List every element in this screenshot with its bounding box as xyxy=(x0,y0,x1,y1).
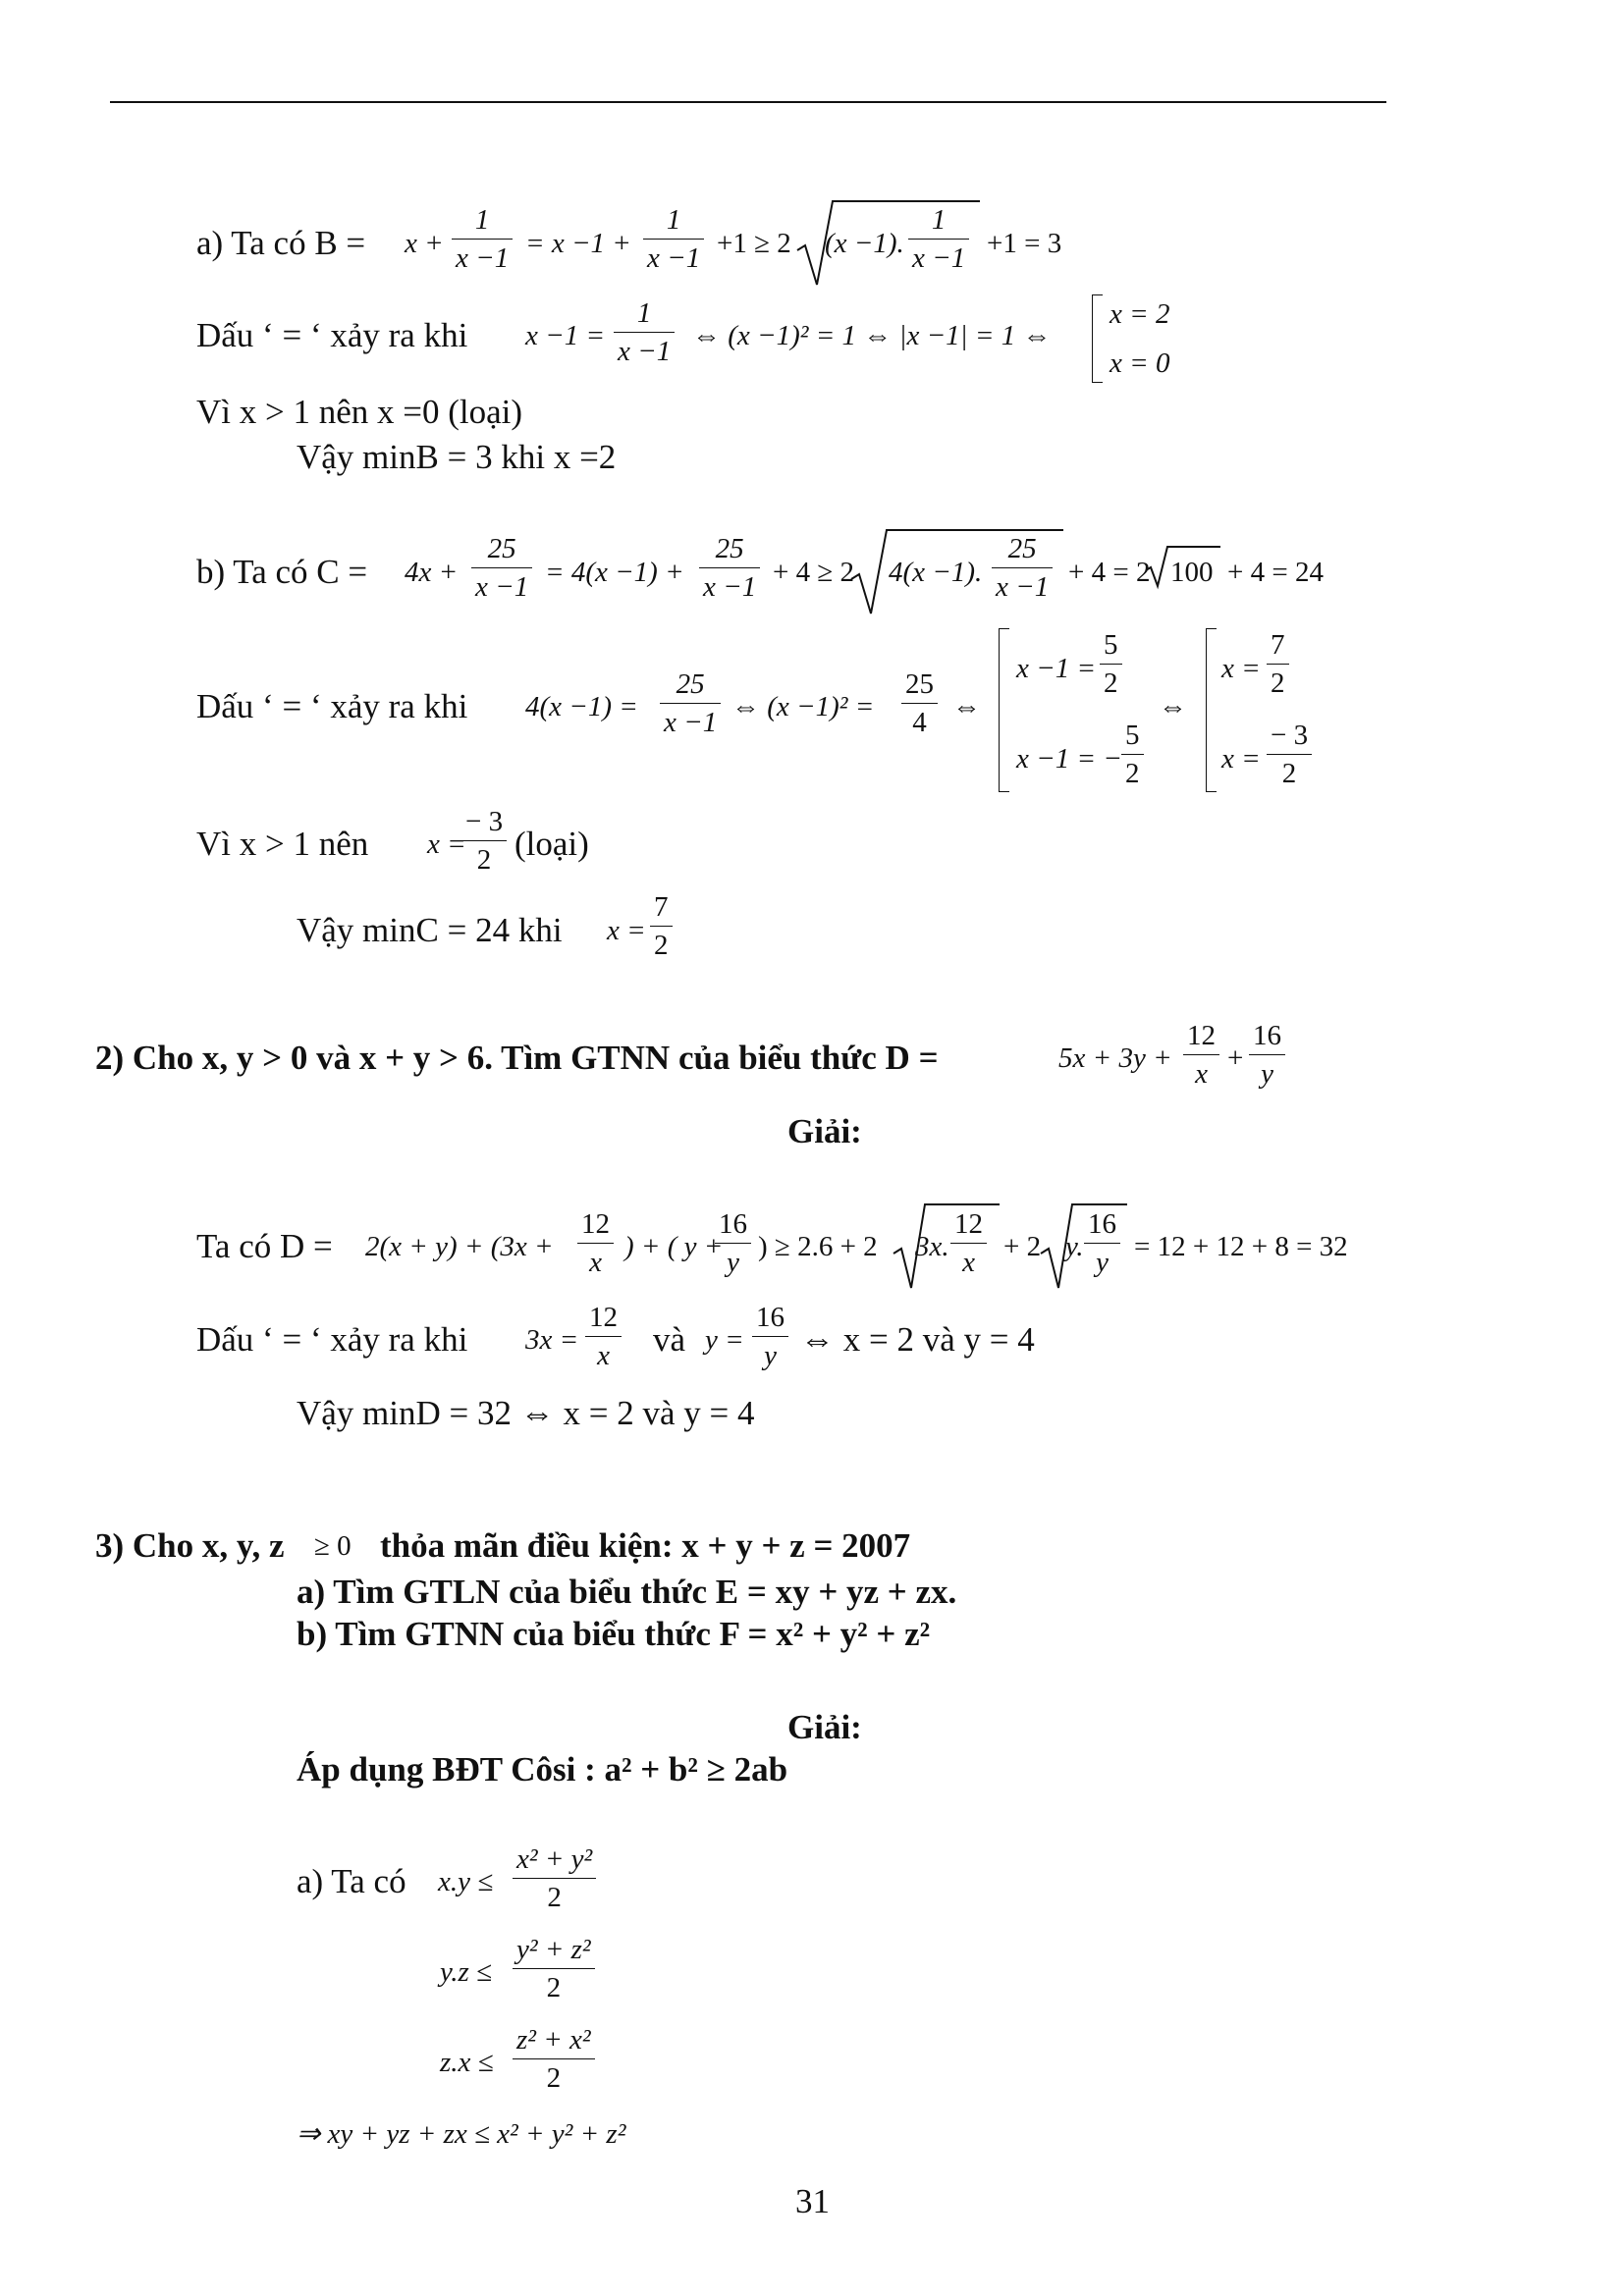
p3-solution-heading: Giải: xyxy=(787,1708,862,1746)
p2-eq-result: ⇔ x = 2 và y = 4 xyxy=(800,1320,1035,1359)
c-conclusion-x: x = xyxy=(607,915,646,946)
p2-statement: 2) Cho x, y > 0 và x + y > 6. Tìm GTNN của biểu thức D = xyxy=(95,1039,939,1077)
c-eq2-mid: ⇔ (x −1)² = xyxy=(731,691,875,722)
c-case2-left: x −1 = − xyxy=(1016,743,1122,774)
p2-conclusion: Vậy minD = 32 ⇔ x = 2 và y = 4 xyxy=(297,1394,755,1432)
p2-plus: + xyxy=(1227,1042,1244,1074)
c-conclusion-frac: $\frac{7}{2}$ xyxy=(650,890,673,962)
b-frac-1: $\frac{1}{x -1}$ xyxy=(452,203,513,275)
p3-ineq3-left: z.x ≤ xyxy=(440,2047,494,2078)
b-eq-plus1: +1 ≥ 2 xyxy=(717,228,791,259)
p2-line1-frac-1: $\frac{12}{x}$ xyxy=(577,1207,614,1279)
b-eq2-left: x −1 = xyxy=(525,320,606,351)
b-conclusion: Vậy minB = 3 khi x =2 xyxy=(297,438,617,476)
b-eq-mid: = x −1 + xyxy=(525,228,631,259)
c-reject-suffix: (loại) xyxy=(514,825,589,863)
p3-statement-b: thỏa mãn điều kiện: x + y + z = 2007 xyxy=(380,1526,911,1565)
c-case3-frac: $\frac{7}{2}$ xyxy=(1267,628,1289,700)
c-eq-b: = 4(x −1) + xyxy=(545,557,684,588)
p3-sum-line: ⇒ xy + yz + zx ≤ x² + y² + z² xyxy=(297,2118,626,2150)
p2-rad2-frac: $\frac{16}{y}$ xyxy=(1084,1207,1120,1279)
c-eq2-arrow: ⇔ xyxy=(952,691,981,722)
c-equality-label: Dấu ‘ = ‘ xảy ra khi xyxy=(196,687,468,725)
p3-apply: Áp dụng BĐT Côsi : a² + b² ≥ 2ab xyxy=(297,1750,788,1789)
c-frac-2: $\frac{25}{x -1}$ xyxy=(699,532,760,604)
b-equality-label: Dấu ‘ = ‘ xảy ra khi xyxy=(196,316,468,354)
p3-ineq2-frac: $\frac{\text{y² + z²}}{2}$ xyxy=(513,1933,595,2004)
b-reject: Vì x > 1 nên x =0 (loại) xyxy=(196,393,523,431)
c-frac-5: $\frac{25}{4}$ xyxy=(901,667,938,739)
p2-line1-e: = 12 + 12 + 8 = 32 xyxy=(1134,1231,1348,1262)
c-eq-d: + 4 = 2 xyxy=(1068,557,1151,588)
p2-solution-heading: Giải: xyxy=(787,1112,862,1150)
c-eq2-left: 4(x −1) = xyxy=(525,691,638,722)
b-frac-3: $\frac{1}{x -1}$ xyxy=(908,203,969,275)
p3-ineq3-frac: $\frac{\text{z² + x²}}{2}$ xyxy=(513,2023,595,2095)
p3-part-b: b) Tìm GTNN của biểu thức F = x² + y² + z² xyxy=(297,1615,931,1653)
p2-equality-label: Dấu ‘ = ‘ xảy ra khi xyxy=(196,1320,468,1359)
b-case-1: x = 2 xyxy=(1110,298,1170,330)
p3-statement-a: 3) Cho x, y, z xyxy=(95,1526,285,1565)
p3-a-intro: a) Ta có xyxy=(297,1862,406,1900)
p2-frac-1: $\frac{12}{x}$ xyxy=(1183,1019,1219,1091)
p3-ineq1-left: x.y ≤ xyxy=(438,1866,494,1897)
p2-line1-frac-2: $\frac{16}{y}$ xyxy=(715,1207,751,1279)
c-case-bracket-1 xyxy=(999,628,1009,792)
c-reject-prefix: Vì x > 1 nên xyxy=(196,825,369,863)
c-case3-left: x = xyxy=(1221,653,1261,684)
page-number: 31 xyxy=(795,2182,830,2220)
p2-line1-intro: Ta có D = xyxy=(196,1227,333,1265)
c-conclusion-prefix: Vậy minC = 24 khi xyxy=(297,911,563,949)
c-frac-4: $\frac{25}{x -1}$ xyxy=(660,667,721,739)
c-case4-frac: $\frac{- 3}{2}$ xyxy=(1267,719,1312,790)
p3-ineq1-frac: $\frac{\text{x² + y²}}{2}$ xyxy=(513,1842,596,1914)
c-sqrt-value: 100 xyxy=(1170,557,1214,588)
c-eq2-arrow-2: ⇔ xyxy=(1159,691,1187,722)
c-eq-e: + 4 = 24 xyxy=(1227,557,1324,588)
c-eq-c: + 4 ≥ 2 xyxy=(773,557,855,588)
b-intro: a) Ta có B = xyxy=(196,224,366,262)
c-rad-text: 4(x −1). xyxy=(889,557,983,588)
b-eq-x: x + xyxy=(405,228,444,259)
c-reject-x: x = xyxy=(427,828,466,860)
p3-ineq2-left: y.z ≤ xyxy=(440,1956,492,1988)
b-eq-end: +1 = 3 xyxy=(987,228,1062,259)
p2-rad1-frac: $\frac{12}{x}$ xyxy=(950,1207,987,1279)
p2-eq-and: và xyxy=(653,1320,686,1359)
b-frac-4: $\frac{1}{x -1}$ xyxy=(614,296,675,368)
b-case-2: x = 0 xyxy=(1110,347,1170,379)
p2-line1-d: + 2 xyxy=(1003,1231,1042,1262)
b-case-bracket xyxy=(1092,294,1103,383)
c-reject-frac: $\frac{- 3}{2}$ xyxy=(461,805,507,877)
c-intro: b) Ta có C = xyxy=(196,553,368,591)
p2-rad1-text: 3x. xyxy=(915,1231,949,1262)
header-rule xyxy=(110,101,1386,103)
p2-eq-a: 3x = xyxy=(525,1324,579,1356)
p2-line1-a: 2(x + y) + (3x + xyxy=(365,1231,554,1262)
p2-eq-b: y = xyxy=(705,1324,744,1356)
p2-expr: 5x + 3y + xyxy=(1058,1042,1172,1074)
p3-part-a: a) Tìm GTLN của biểu thức E = xy + yz + zx. xyxy=(297,1573,957,1611)
b-eq2-mid: ⇔ (x −1)² = 1 ⇔ |x −1| = 1 ⇔ xyxy=(692,320,1052,351)
b-frac-2: $\frac{1}{x -1}$ xyxy=(643,203,704,275)
p3-statement-geq: ≥ 0 xyxy=(314,1530,352,1562)
p2-eq-frac-2: $\frac{16}{y}$ xyxy=(752,1301,788,1372)
c-case-bracket-2 xyxy=(1206,628,1217,792)
p2-eq-frac-1: $\frac{12}{x}$ xyxy=(585,1301,622,1372)
c-case2-frac: $\frac{5}{2}$ xyxy=(1121,719,1144,790)
p2-frac-2: $\frac{16}{y}$ xyxy=(1249,1019,1285,1091)
c-eq-a: 4x + xyxy=(405,557,459,588)
c-case4-left: x = xyxy=(1221,743,1261,774)
p2-line1-b: ) + ( y + xyxy=(624,1231,724,1262)
c-frac-3: $\frac{25}{x -1}$ xyxy=(992,532,1053,604)
c-case1-left: x −1 = xyxy=(1016,653,1097,684)
b-rad-text: (x −1). xyxy=(825,228,904,259)
c-case1-frac: $\frac{5}{2}$ xyxy=(1100,628,1122,700)
c-frac-1: $\frac{25}{x -1}$ xyxy=(471,532,532,604)
p2-line1-c: ) ≥ 2.6 + 2 xyxy=(758,1231,878,1262)
p2-rad2-text: y. xyxy=(1065,1231,1084,1262)
